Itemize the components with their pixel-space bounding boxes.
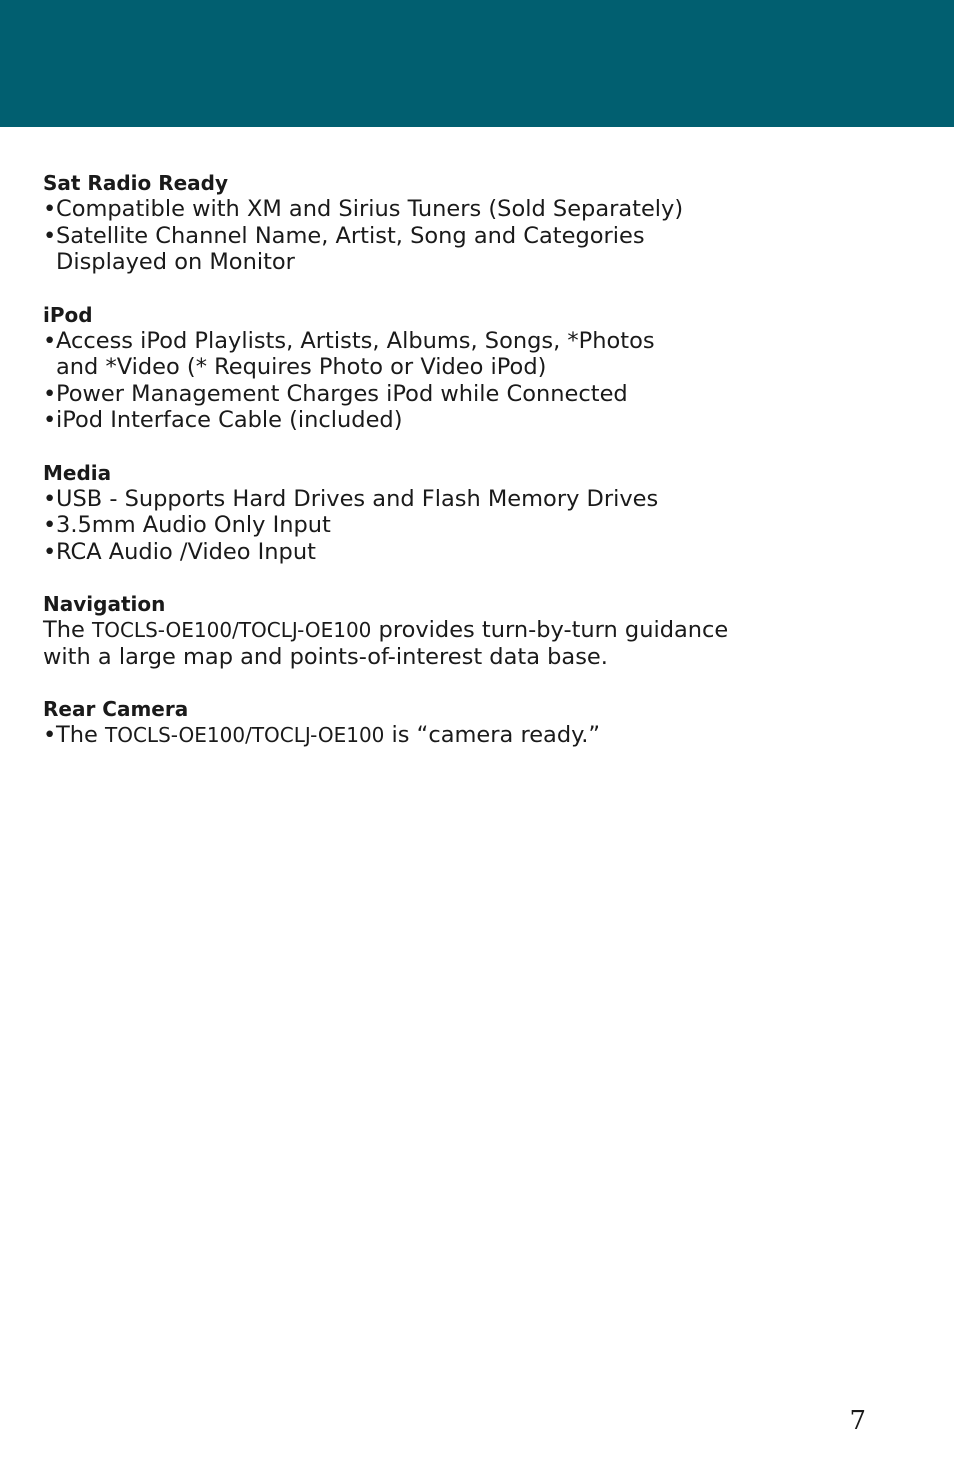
section-media [43, 460, 823, 566]
bullet-item: • iPod Interface Cable (included) [43, 407, 823, 434]
section-sat-radio [43, 170, 823, 276]
section-navigation [43, 591, 823, 670]
section-title-rear-camera: Rear Camera [43, 697, 189, 721]
navigation-description [43, 617, 783, 670]
section-rear-camera [43, 696, 823, 749]
section-title-sat-radio: Sat Radio Ready [43, 171, 229, 195]
section-title-navigation: Navigation [43, 592, 166, 616]
section-title-media: Media [43, 460, 112, 485]
model-number: TOCLS-OE100/TOCLJ-OE100 [92, 618, 372, 642]
bullet-list-sat-radio [43, 196, 823, 276]
bullet-list-ipod [43, 328, 823, 434]
bullet-item: • Access iPod Playlists, Artists, Albums, Songs, *Photos and *Video (* Requires Photo or Video iPod) [43, 328, 656, 381]
navigation-suffix: provides turn-by-turn guidance with a large map and points-of-interest data base. [43, 617, 729, 670]
bullet-item: • Satellite Channel Name, Artist, Song and Categories Displayed on Monitor [43, 223, 746, 276]
section-ipod [43, 302, 823, 434]
header-band [0, 0, 954, 127]
camera-prefix: The [56, 722, 105, 748]
navigation-prefix: The [43, 617, 92, 643]
model-number: TOCLS-OE100/TOCLJ-OE100 [105, 723, 385, 747]
bullet-item: • Power Management Charges iPod while Connected [43, 381, 823, 408]
feature-list [43, 170, 823, 775]
bullet-item: • RCA Audio /Video Input [43, 539, 823, 566]
bullet-list-media [43, 486, 823, 566]
camera-suffix: is “camera ready.” [384, 722, 601, 748]
page-number: 7 [849, 1406, 866, 1436]
section-title-ipod: iPod [43, 302, 93, 327]
bullet-item [43, 722, 823, 749]
bullet-item: • 3.5mm Audio Only Input [43, 512, 823, 539]
bullet-list-rear-camera [43, 722, 823, 749]
bullet-item: • USB - Supports Hard Drives and Flash Memory Drives [43, 486, 823, 513]
bullet-item: • Compatible with XM and Sirius Tuners (Sold Separately) [43, 196, 823, 223]
